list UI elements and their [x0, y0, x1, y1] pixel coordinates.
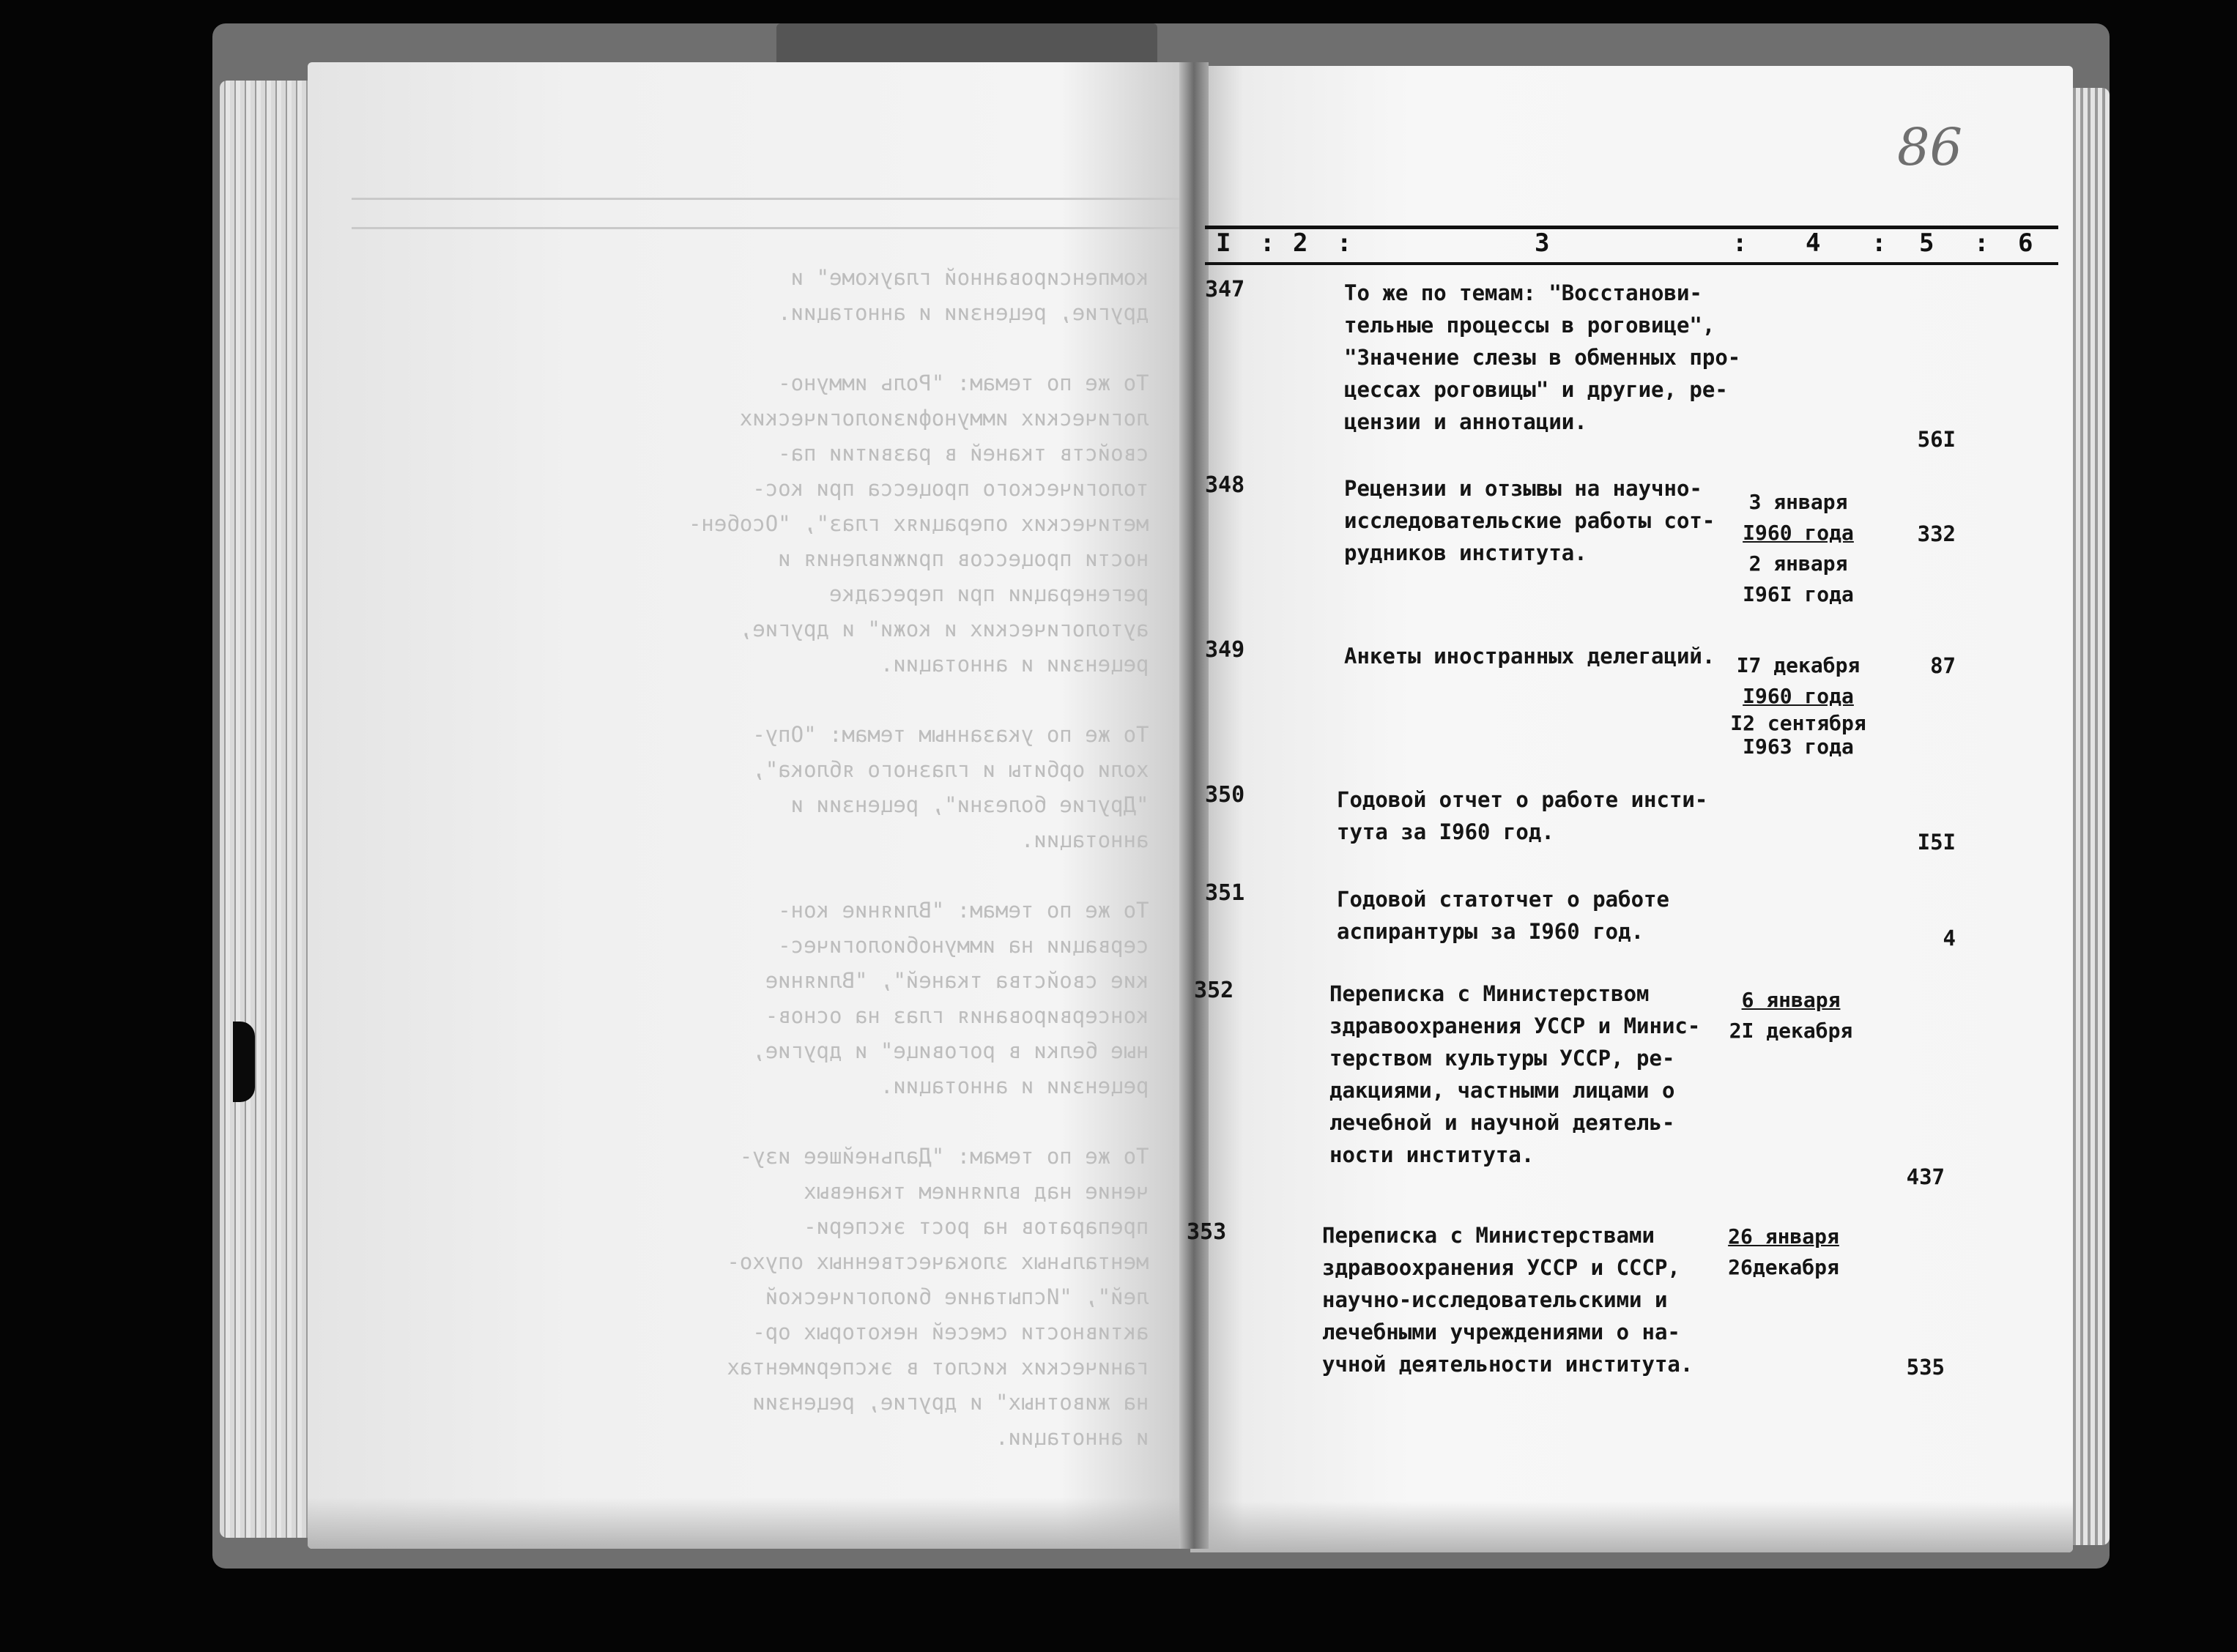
date-start: 6 января [1741, 988, 1841, 1012]
entry-line: Годовой отчет о работе инсти- [1337, 787, 1708, 812]
entry-description [1337, 883, 1669, 948]
sheet-count: 87 [1930, 653, 1956, 678]
year-end: I96I года [1743, 582, 1854, 606]
header-sep: : [1337, 228, 1352, 258]
date-range [1718, 985, 1864, 1046]
bleed-through-text: компенсированной глаукоме" и другие, рецензии и аннотации. То же по темам: "Роль иммуно- логических иммунофизиологических свойств тканей в развитии па- тологического процесса при кос- метических операциях глаз", "Особен- ности процессов приживления и регенерации при пересадке аутологических и кожи" и другие, рецензии и аннотации. То же по указанным темам: "Опу- холи орбиты и глазного яблока", "Другие болезни", рецензии и аннотации. То же по темам: "Влияние кон- сервации на иммунобиологичес- кие свойства тканей", "Влияние консервирования глаз на основ- ные белки в роговице" и другие, рецензии и аннотации. То же по темам: "Дальнейшее изу- чение над влиянием тканевых препаратов на рост экспери- ментальных злокачественных опухо- лей", "Испытание биологической активности смесей некоторых ор- ганических кислот в экспериментах на животных" и другие, рецензии и аннотации. [689, 265, 1149, 1450]
header-col-6: 6 [2018, 228, 2033, 258]
entry-line: терством культуры УССР, ре- [1329, 1046, 1675, 1071]
book-gutter [1179, 62, 1209, 1549]
entry-line: тельные процессы в роговице", [1344, 313, 1715, 338]
entry-line: Переписка с Министерством [1329, 981, 1650, 1006]
entry-number: 349 [1205, 637, 1245, 663]
entry-line: "Значение слезы в обменных про- [1344, 345, 1741, 370]
date-end: 26декабря [1728, 1255, 1839, 1279]
entry-number: 352 [1194, 978, 1234, 1003]
binding-notch [233, 1022, 255, 1102]
entry-number: 353 [1187, 1219, 1227, 1245]
header-sep: : [1732, 228, 1748, 258]
entry-description [1344, 472, 1715, 569]
year-start: I960 года [1743, 521, 1854, 545]
entry-number: 347 [1205, 277, 1245, 302]
entry-line: Анкеты иностранных делегаций. [1344, 644, 1715, 669]
entry-line: рудников института. [1344, 540, 1587, 565]
header-sep: : [1260, 228, 1275, 258]
entry-line: Годовой статотчет о работе [1337, 887, 1669, 912]
date-start: 3 января [1748, 490, 1848, 514]
header-col-4: 4 [1806, 228, 1821, 258]
bleed-header-line [352, 227, 1187, 229]
sheet-count: 535 [1906, 1355, 1945, 1380]
entry-description [1344, 640, 1715, 672]
header-bottom-rule [1205, 262, 2058, 265]
entry-description [1329, 978, 1700, 1171]
sheet-count: I5I [1917, 830, 1956, 855]
entry-line: ности института. [1329, 1142, 1535, 1167]
entry-line: дакциями, частными лицами о [1329, 1078, 1675, 1103]
entry-line: аспирантуры за I960 год. [1337, 919, 1644, 944]
entry-number: 348 [1205, 472, 1245, 498]
entry-line: цессах роговицы" и другие, ре- [1344, 377, 1728, 402]
header-col-2: 2 [1293, 228, 1308, 258]
entry-line: тута за I960 год. [1337, 819, 1554, 844]
date-start: 26 января [1728, 1224, 1839, 1249]
entry-number: 350 [1205, 782, 1245, 808]
date-end: 2I декабря [1729, 1019, 1853, 1043]
entry-description [1322, 1219, 1693, 1380]
sheet-count: 437 [1906, 1164, 1945, 1189]
page-edges-right [2073, 88, 2110, 1545]
date-end: I2 сентября [1730, 711, 1866, 735]
header-sep: : [1974, 228, 1989, 258]
entry-line: учной деятельности института. [1322, 1352, 1693, 1377]
sheet-count: 332 [1917, 521, 1956, 546]
header-col-3: 3 [1535, 228, 1550, 258]
page-shadow [308, 1497, 1194, 1549]
date-range [1729, 487, 1868, 610]
folio-number: 86 [1897, 117, 1963, 177]
left-page [308, 62, 1194, 1549]
entry-line: Рецензии и отзывы на научно- [1344, 476, 1702, 501]
entry-description [1337, 784, 1707, 848]
header-col-1: I [1216, 228, 1231, 258]
book-spine [776, 23, 1157, 67]
entry-line: Переписка с Министерствами [1322, 1223, 1655, 1248]
date-end: 2 января [1748, 551, 1848, 576]
entry-line: здравоохранения УССР и Минис- [1329, 1013, 1701, 1038]
date-range [1714, 1221, 1853, 1283]
entry-line: лечебными учреждениями о на- [1322, 1320, 1680, 1344]
entry-line: научно-исследовательскими и [1322, 1287, 1668, 1312]
entry-line: лечебной и научной деятель- [1329, 1110, 1675, 1135]
date-start: I7 декабря [1736, 653, 1861, 677]
year-end: I963 года [1743, 734, 1854, 759]
header-col-5: 5 [1919, 228, 1934, 258]
sheet-count: 4 [1943, 926, 1956, 950]
entry-line: исследовательские работы сот- [1344, 508, 1715, 533]
entry-line: здравоохранения УССР и СССР, [1322, 1255, 1680, 1280]
year-start: I960 года [1743, 684, 1854, 708]
entry-description [1344, 277, 1740, 438]
date-range [1721, 650, 1875, 759]
sheet-count: 56I [1917, 427, 1956, 452]
entry-line: То же по темам: "Восстанови- [1344, 280, 1702, 305]
entry-line: цензии и аннотации. [1344, 409, 1587, 434]
entry-number: 351 [1205, 880, 1245, 906]
header-sep: : [1871, 228, 1887, 258]
page-shadow [1190, 1501, 2073, 1552]
bleed-header-line [352, 198, 1187, 200]
